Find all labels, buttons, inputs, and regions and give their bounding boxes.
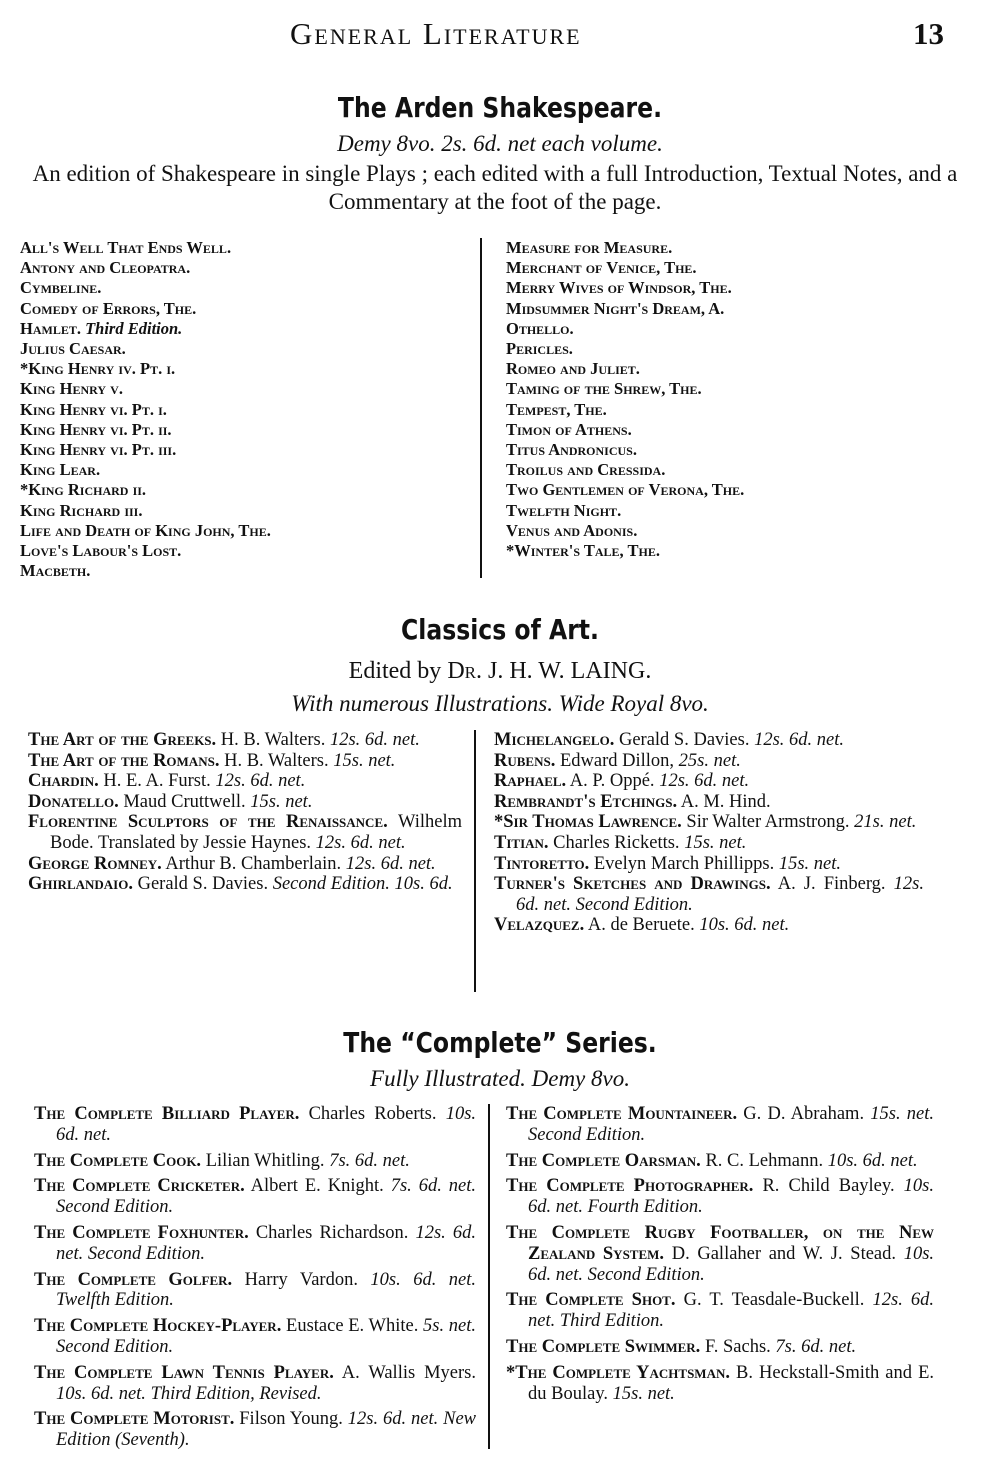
book-title: The Complete Photographer. <box>506 1176 754 1197</box>
play-title-row <box>506 379 952 399</box>
play-title-row <box>506 541 952 561</box>
book-title: Florentine Sculptors of the Renaissance. <box>28 812 388 833</box>
art-right-column <box>476 730 924 995</box>
art-left-column <box>28 730 474 995</box>
play-title: Merchant of Venice, The. <box>506 258 697 278</box>
running-head <box>0 16 1000 56</box>
book-edition: Second Edition. <box>528 1124 646 1145</box>
book-title: The Complete Rugby Footballer, on the New Zealand System. <box>506 1222 934 1264</box>
book-price: 15s. net. <box>612 1383 675 1404</box>
play-title: All's Well That Ends Well. <box>20 238 232 257</box>
book-title: The Complete Swimmer. <box>506 1336 701 1357</box>
play-title: Tempest, The. <box>506 399 607 419</box>
book-title: The Complete Cricketer. <box>34 1176 245 1197</box>
book-author: G. D. Abraham. <box>743 1104 865 1124</box>
book-price: 12s. 6d. net. <box>347 1409 439 1430</box>
section-classics-of-art <box>0 612 1000 718</box>
book-author: Albert E. Knight. <box>250 1176 384 1197</box>
book-entry <box>506 1151 934 1172</box>
book-price: 12s. 6d. net. <box>516 874 924 915</box>
book-author: R. Child Bayley. <box>762 1176 895 1197</box>
book-price: 12s. 6d. net. <box>528 1290 935 1332</box>
play-title-row <box>20 460 480 480</box>
section-title: The “Complete” Series. <box>343 1026 657 1059</box>
book-title: The Complete Foxhunter. <box>34 1222 249 1243</box>
book-price: 12s. 6d. net. <box>659 771 750 792</box>
art-entry-list <box>28 730 960 995</box>
book-edition: Second Edition. <box>272 874 390 895</box>
play-title: Venus and Adonis. <box>506 520 638 540</box>
play-title: Pericles. <box>506 339 573 359</box>
book-price: 15s. net. <box>778 853 842 874</box>
section-format: Fully Illustrated. Demy 8vo. <box>370 1066 630 1091</box>
book-author: Sir Walter Armstrong. <box>686 812 850 833</box>
editor-prefix: Edited by <box>348 658 442 684</box>
book-author: R. C. Lehmann. <box>705 1150 824 1171</box>
book-title: Ghirlandaio. <box>28 874 133 895</box>
book-edition: Second Edition. <box>87 1243 206 1264</box>
play-title: Measure for Measure. <box>506 238 673 257</box>
complete-right-column <box>490 1104 934 1459</box>
play-title-row <box>20 299 480 319</box>
section-format: With numerous Illustrations. Wide Royal 8vo. <box>291 691 709 716</box>
book-author: D. Gallaher and W. J. Stead. <box>671 1243 897 1264</box>
book-title: The Complete Oarsman. <box>506 1150 701 1171</box>
play-title: Antony and Cleopatra. <box>20 258 191 278</box>
book-entry <box>34 1316 476 1358</box>
book-entry <box>28 792 462 813</box>
book-price: 10s. 6d. net. <box>528 1243 935 1285</box>
play-title-row <box>20 278 480 298</box>
book-entry <box>28 812 462 853</box>
book-title: The Art of the Greeks. <box>28 730 217 750</box>
book-title: The Complete Shot. <box>506 1290 676 1311</box>
book-price: 7s. 6d. net. <box>390 1176 477 1197</box>
play-title-row <box>506 480 952 500</box>
book-entry <box>494 874 924 915</box>
book-price: 10s. 6d. net. <box>370 1269 476 1290</box>
book-author: Evelyn March Phillipps. <box>593 853 775 874</box>
play-title-row <box>20 359 480 379</box>
play-title-row <box>506 460 952 480</box>
book-edition: Third Edition. <box>559 1311 665 1332</box>
editor-name: Dr. J. H. W. LAING. <box>447 658 652 684</box>
section-arden-shakespeare <box>0 90 1000 216</box>
book-entry <box>494 812 924 833</box>
book-title: Donatello. <box>28 791 119 812</box>
play-title: Othello. <box>506 318 574 338</box>
play-title-row <box>20 440 480 460</box>
book-edition: Twelfth Edition. <box>56 1290 174 1311</box>
play-title: Julius Caesar. <box>20 339 126 359</box>
book-price: 7s. 6d. net. <box>329 1150 410 1171</box>
book-edition: Second Edition. <box>56 1197 174 1218</box>
book-price: 12s. 6d. net. <box>345 853 436 874</box>
book-price: 10s. 6d. net. <box>699 915 790 936</box>
play-title: King Henry v. <box>20 379 123 399</box>
book-entry <box>494 833 924 854</box>
book-price: 15s. net. <box>684 832 747 853</box>
book-title: The Complete Billiard Player. <box>34 1104 300 1124</box>
book-entry <box>494 915 924 936</box>
book-title: George Romney. <box>28 853 162 874</box>
book-entry <box>34 1104 476 1146</box>
play-title: Timon of Athens. <box>506 419 632 439</box>
play-title: King Richard iii. <box>20 500 143 520</box>
book-title: The Art of the Romans. <box>28 750 220 771</box>
book-title: Chardin. <box>28 771 99 792</box>
play-title-row <box>20 258 480 278</box>
book-price: 10s. 6d. <box>394 874 453 895</box>
book-title: The Complete Golfer. <box>34 1269 233 1290</box>
book-price: 12s. 6d. net. <box>56 1222 477 1264</box>
section-editor <box>0 656 1000 686</box>
book-edition: Second Edition. <box>587 1264 705 1285</box>
play-title-row <box>506 400 952 420</box>
book-price: 10s. 6d. net. <box>827 1150 918 1171</box>
play-title: Taming of the Shrew, The. <box>506 379 702 399</box>
book-author: Gerald S. Davies. <box>137 874 269 895</box>
book-entry <box>28 751 462 772</box>
book-title: Titian. <box>494 832 549 853</box>
book-entry <box>34 1363 476 1405</box>
book-author: Charles Ricketts. <box>553 832 680 853</box>
book-edition: Fourth Edition. <box>587 1197 703 1218</box>
play-title-row <box>506 359 952 379</box>
section-title: The Arden Shakespeare. <box>337 91 663 124</box>
book-title: The Complete Mountaineer. <box>506 1104 738 1124</box>
play-title-row <box>506 521 952 541</box>
book-entry <box>494 771 924 792</box>
play-title: Comedy of Errors, The. <box>20 298 197 318</box>
book-author: A. M. Hind. <box>680 791 771 812</box>
play-title-row <box>20 501 480 521</box>
book-author: Gerald S. Davies. <box>618 730 750 750</box>
play-title-row <box>20 420 480 440</box>
book-price: 15s. net. <box>870 1104 934 1124</box>
play-title: King Henry vi. Pt. i. <box>20 399 167 419</box>
book-author: Charles Roberts. <box>308 1104 437 1124</box>
play-title: *King Richard ii. <box>20 480 147 500</box>
book-author: Filson Young. <box>239 1409 343 1430</box>
book-title: The Complete Motorist. <box>34 1409 235 1430</box>
book-edition: New Edition (Seventh). <box>56 1409 476 1451</box>
book-entry <box>34 1176 476 1218</box>
play-title-row <box>506 319 952 339</box>
play-title-row <box>506 258 952 278</box>
play-title-row <box>20 400 480 420</box>
book-title: The Complete Lawn Tennis Player. <box>34 1362 334 1383</box>
book-author: Harry Vardon. <box>244 1269 358 1290</box>
book-author: A. de Beruete. <box>587 915 695 936</box>
book-price: 12s. 6d. net. <box>754 730 845 750</box>
book-price: 15s. net. <box>250 791 313 812</box>
book-entry <box>34 1409 476 1451</box>
page-number: 13 <box>913 16 944 51</box>
book-title: The Complete Hockey-Player. <box>34 1316 282 1337</box>
book-author: Edward Dillon, <box>559 750 675 771</box>
book-entry <box>34 1223 476 1265</box>
book-entry <box>494 751 924 772</box>
play-title-row <box>506 238 952 258</box>
play-title-row <box>506 278 952 298</box>
book-edition: Second Edition. <box>575 894 693 915</box>
book-title: *Sir Thomas Lawrence. <box>494 812 682 833</box>
play-title: Hamlet. <box>20 318 81 338</box>
play-title: *Winter's Tale, The. <box>506 541 660 561</box>
play-title-row <box>20 379 480 399</box>
play-title: King Lear. <box>20 460 101 480</box>
play-title: *King Henry iv. Pt. i. <box>20 359 176 379</box>
book-author: Eustace E. White. <box>286 1316 419 1337</box>
book-entry <box>494 854 924 875</box>
play-title: Titus Andronicus. <box>506 440 637 460</box>
running-title: General Literature <box>290 16 582 51</box>
play-title-row <box>506 501 952 521</box>
book-title: Raphael. <box>494 771 567 792</box>
book-price: 7s. 6d. net. <box>775 1336 857 1357</box>
arden-right-column <box>482 238 952 583</box>
book-entry <box>494 792 924 813</box>
book-author: H. E. A. Furst. <box>103 771 211 792</box>
book-author: Wilhelm Bode. Translated by Jessie Haynes. <box>50 812 462 853</box>
book-title: Velazquez. <box>494 915 585 936</box>
book-author: Charles Richardson. <box>255 1222 409 1243</box>
book-entry <box>28 854 462 875</box>
play-title: Twelfth Night. <box>506 500 622 520</box>
play-title-row <box>506 420 952 440</box>
book-entry <box>506 1176 934 1218</box>
book-price: 10s. 6d. net. <box>56 1383 146 1404</box>
play-title-row <box>20 319 480 339</box>
book-author: F. Sachs. <box>704 1336 771 1357</box>
book-price: 15s. net. <box>333 750 396 771</box>
edition-note: Third Edition. <box>85 318 183 338</box>
complete-entry-list <box>34 1104 964 1459</box>
book-title: *The Complete Yachtsman. <box>506 1362 730 1383</box>
section-description: An edition of Shakespeare in single Plays ; each edited with a full Introduction, Textual Notes, and a Commentary at the foot of the page. <box>32 161 958 214</box>
book-entry <box>506 1290 934 1332</box>
book-author: Lilian Whitling. <box>205 1150 325 1171</box>
book-price: 5s. net. <box>423 1316 476 1337</box>
book-entry <box>28 874 462 895</box>
play-title: Love's Labour's Lost. <box>20 541 182 561</box>
book-price: 12s. 6d. net. <box>215 771 306 792</box>
book-author: B. Heckstall-Smith and E. du Boulay. <box>528 1362 934 1404</box>
book-entry <box>506 1337 934 1358</box>
arden-left-column <box>20 238 480 583</box>
book-entry <box>494 730 924 751</box>
book-title: Rubens. <box>494 750 556 771</box>
book-price: 21s. net. <box>854 812 917 833</box>
book-entry <box>34 1151 476 1172</box>
book-author: H. B. Walters. <box>220 730 326 750</box>
book-price: 10s. 6d. net. <box>528 1176 934 1218</box>
play-title-row <box>506 299 952 319</box>
book-price: 12s. 6d. net. <box>315 832 406 853</box>
play-title: Life and Death of King John, The. <box>20 520 271 540</box>
play-title: Romeo and Juliet. <box>506 359 640 379</box>
book-author: A. Wallis Myers. <box>341 1362 476 1383</box>
play-title: Two Gentlemen of Verona, The. <box>506 480 745 500</box>
play-title: Macbeth. <box>20 561 91 581</box>
section-complete-series <box>0 1025 1000 1093</box>
book-author: Maud Cruttwell. <box>123 791 246 812</box>
book-edition: Second Edition. <box>56 1336 174 1357</box>
play-title-row <box>506 339 952 359</box>
play-title-row <box>506 440 952 460</box>
book-entry <box>506 1104 934 1146</box>
book-title: Tintoretto. <box>494 853 590 874</box>
play-title: Merry Wives of Windsor, The. <box>506 278 732 298</box>
book-author: A. P. Oppé. <box>569 771 655 792</box>
complete-left-column <box>34 1104 488 1459</box>
book-author: A. J. Finberg. <box>777 874 886 895</box>
book-title: Rembrandt's Etchings. <box>494 791 678 812</box>
book-price: 10s. 6d. net. <box>56 1104 477 1145</box>
play-title: Cymbeline. <box>20 278 102 298</box>
book-entry <box>34 1270 476 1312</box>
book-author: H. B. Walters. <box>224 750 329 771</box>
book-price: 12s. 6d. net. <box>329 730 420 750</box>
play-title: King Henry vi. Pt. ii. <box>20 419 172 439</box>
book-title: Turner's Sketches and Drawings. <box>494 874 771 895</box>
play-title-row <box>20 238 480 258</box>
play-title-row <box>20 480 480 500</box>
play-title-row <box>20 541 480 561</box>
play-title-row <box>20 521 480 541</box>
book-entry <box>506 1363 934 1405</box>
book-entry <box>28 771 462 792</box>
book-entry <box>506 1223 934 1285</box>
book-entry <box>28 730 462 751</box>
play-title: Troilus and Cressida. <box>506 460 666 480</box>
section-title: Classics of Art. <box>401 613 599 646</box>
play-title-row <box>20 561 480 581</box>
book-title: The Complete Cook. <box>34 1150 202 1171</box>
arden-play-list <box>20 238 960 583</box>
book-author: G. T. Teasdale-Buckell. <box>683 1290 865 1311</box>
play-title: King Henry vi. Pt. iii. <box>20 440 177 460</box>
book-price: 25s. net. <box>678 750 741 771</box>
section-format: Demy 8vo. 2s. 6d. net each volume. <box>337 131 663 156</box>
book-edition: Third Edition, Revised. <box>150 1383 322 1404</box>
play-title: Midsummer Night's Dream, A. <box>506 298 725 318</box>
book-title: Michelangelo. <box>494 730 615 750</box>
play-title-row <box>20 339 480 359</box>
book-author: Arthur B. Chamberlain. <box>165 853 342 874</box>
